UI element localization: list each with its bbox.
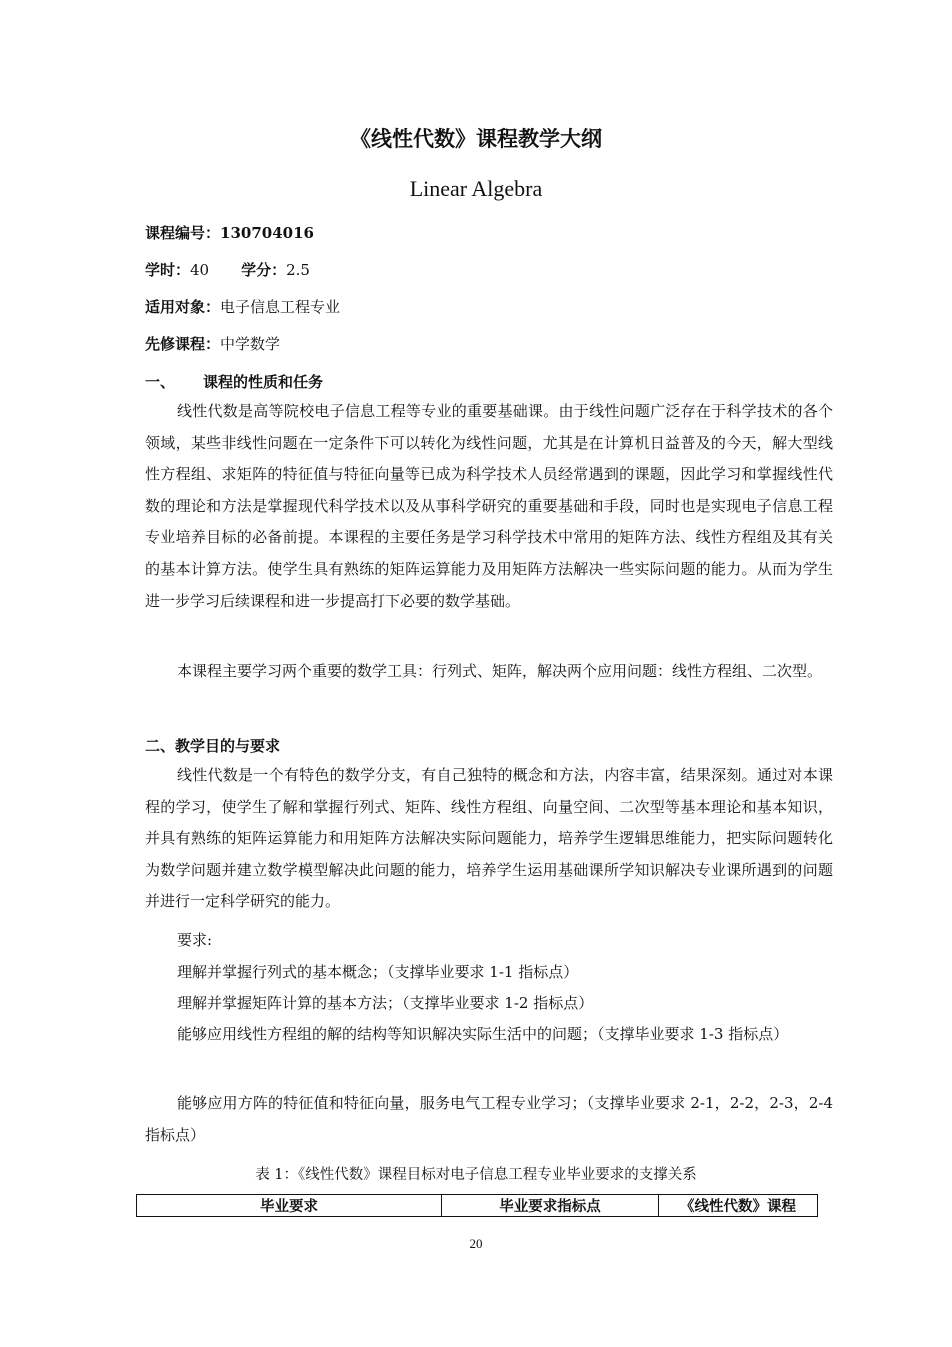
section-1-number: 一、 <box>145 373 176 391</box>
hours-label: 学时： <box>145 261 191 279</box>
hours-credits-line <box>145 259 310 281</box>
section-2-paragraph-1: 线性代数是一个有特色的数学分支，有自己独特的概念和方法，内容丰富，结果深刻。通过对本课程的学习，使学生了解和掌握行列式、矩阵、线性方程组、向量空间、二次型等基本理论和基本知识，并具有熟练的矩阵运算能力和用矩阵方法解决实际问题能力，培养学生逻辑思维能力，把实际问题转化为数学问题并建立数学模型解决此问题的能力，培养学生运用基础课所学知识解决专业课所遇到的问题并进行一定科学研究的能力。 <box>145 766 833 911</box>
page-number: 20 <box>469 1236 483 1251</box>
table-caption: 表 1：《线性代数》课程目标对电子信息工程专业毕业要求的支撑关系 <box>255 1167 697 1183</box>
prerequisite-line <box>145 333 280 355</box>
section-1-paragraph-1: 线性代数是高等院校电子信息工程等专业的重要基础课。由于线性问题广泛存在于科学技术的各个领域，某些非线性问题在一定条件下可以转化为线性问题，尤其是在计算机日益普及的今天，解大型线性方程组、求矩阵的特征值与特征向量等已成为科学技术人员经常遇到的课题，因此学习和掌握线性代数的理论和方法是掌握现代科学技术以及从事科学研究的重要基础和手段，同时也是实现电子信息工程专业培养目标的必备前提。本课程的主要任务是学习科学技术中常用的矩阵方法、线性方程组及其有关的基本计算方法。使学生具有熟练的矩阵运算能力及用矩阵方法解决一些实际问题的能力。从而为学生进一步学习后续课程和进一步提高打下必要的数学基础。 <box>145 402 833 610</box>
audience-value: 电子信息工程专业 <box>220 298 341 316</box>
course-code-value: 130704016 <box>220 224 314 242</box>
prerequisite-value: 中学数学 <box>220 335 281 353</box>
audience-line <box>145 296 340 318</box>
document-title: 《线性代数》课程教学大纲 <box>350 127 602 151</box>
table-header-course: 《线性代数》课程 <box>659 1195 818 1217</box>
requirement-item-1: 理解并掌握行列式的基本概念；（支撑毕业要求 1-1 指标点） <box>177 963 579 981</box>
support-table <box>136 1194 818 1217</box>
prerequisite-label: 先修课程： <box>145 335 221 353</box>
document-subtitle: Linear Algebra <box>409 176 543 201</box>
table-header-graduation-requirement: 毕业要求 <box>137 1195 442 1217</box>
section-1-heading <box>145 371 323 393</box>
course-code-line <box>145 222 314 244</box>
requirement-item-2: 理解并掌握矩阵计算的基本方法；（支撑毕业要求 1-2 指标点） <box>177 994 594 1012</box>
course-code-label: 课程编号： <box>145 224 221 242</box>
section-1-paragraph-2: 本课程主要学习两个重要的数学工具：行列式、矩阵，解决两个应用问题：线性方程组、二次型。 <box>177 662 823 680</box>
section-1-title: 课程的性质和任务 <box>203 373 324 391</box>
table-header-indicator-point: 毕业要求指标点 <box>442 1195 659 1217</box>
hours-value: 40 <box>190 261 210 279</box>
requirement-item-4: 能够应用方阵的特征值和特征向量，服务电气工程专业学习；（支撑毕业要求 2-1，2-2，2-3，2-4 指标点） <box>145 1094 833 1144</box>
credits-label: 学分： <box>241 261 287 279</box>
credits-value: 2.5 <box>286 261 310 279</box>
section-2-heading: 二、教学目的与要求 <box>145 737 281 755</box>
audience-label: 适用对象： <box>145 298 221 316</box>
requirements-label: 要求: <box>177 931 213 949</box>
table-header-row <box>137 1195 818 1217</box>
requirement-item-3: 能够应用线性方程组的解的结构等知识解决实际生活中的问题；（支撑毕业要求 1-3 指标点） <box>177 1025 789 1043</box>
